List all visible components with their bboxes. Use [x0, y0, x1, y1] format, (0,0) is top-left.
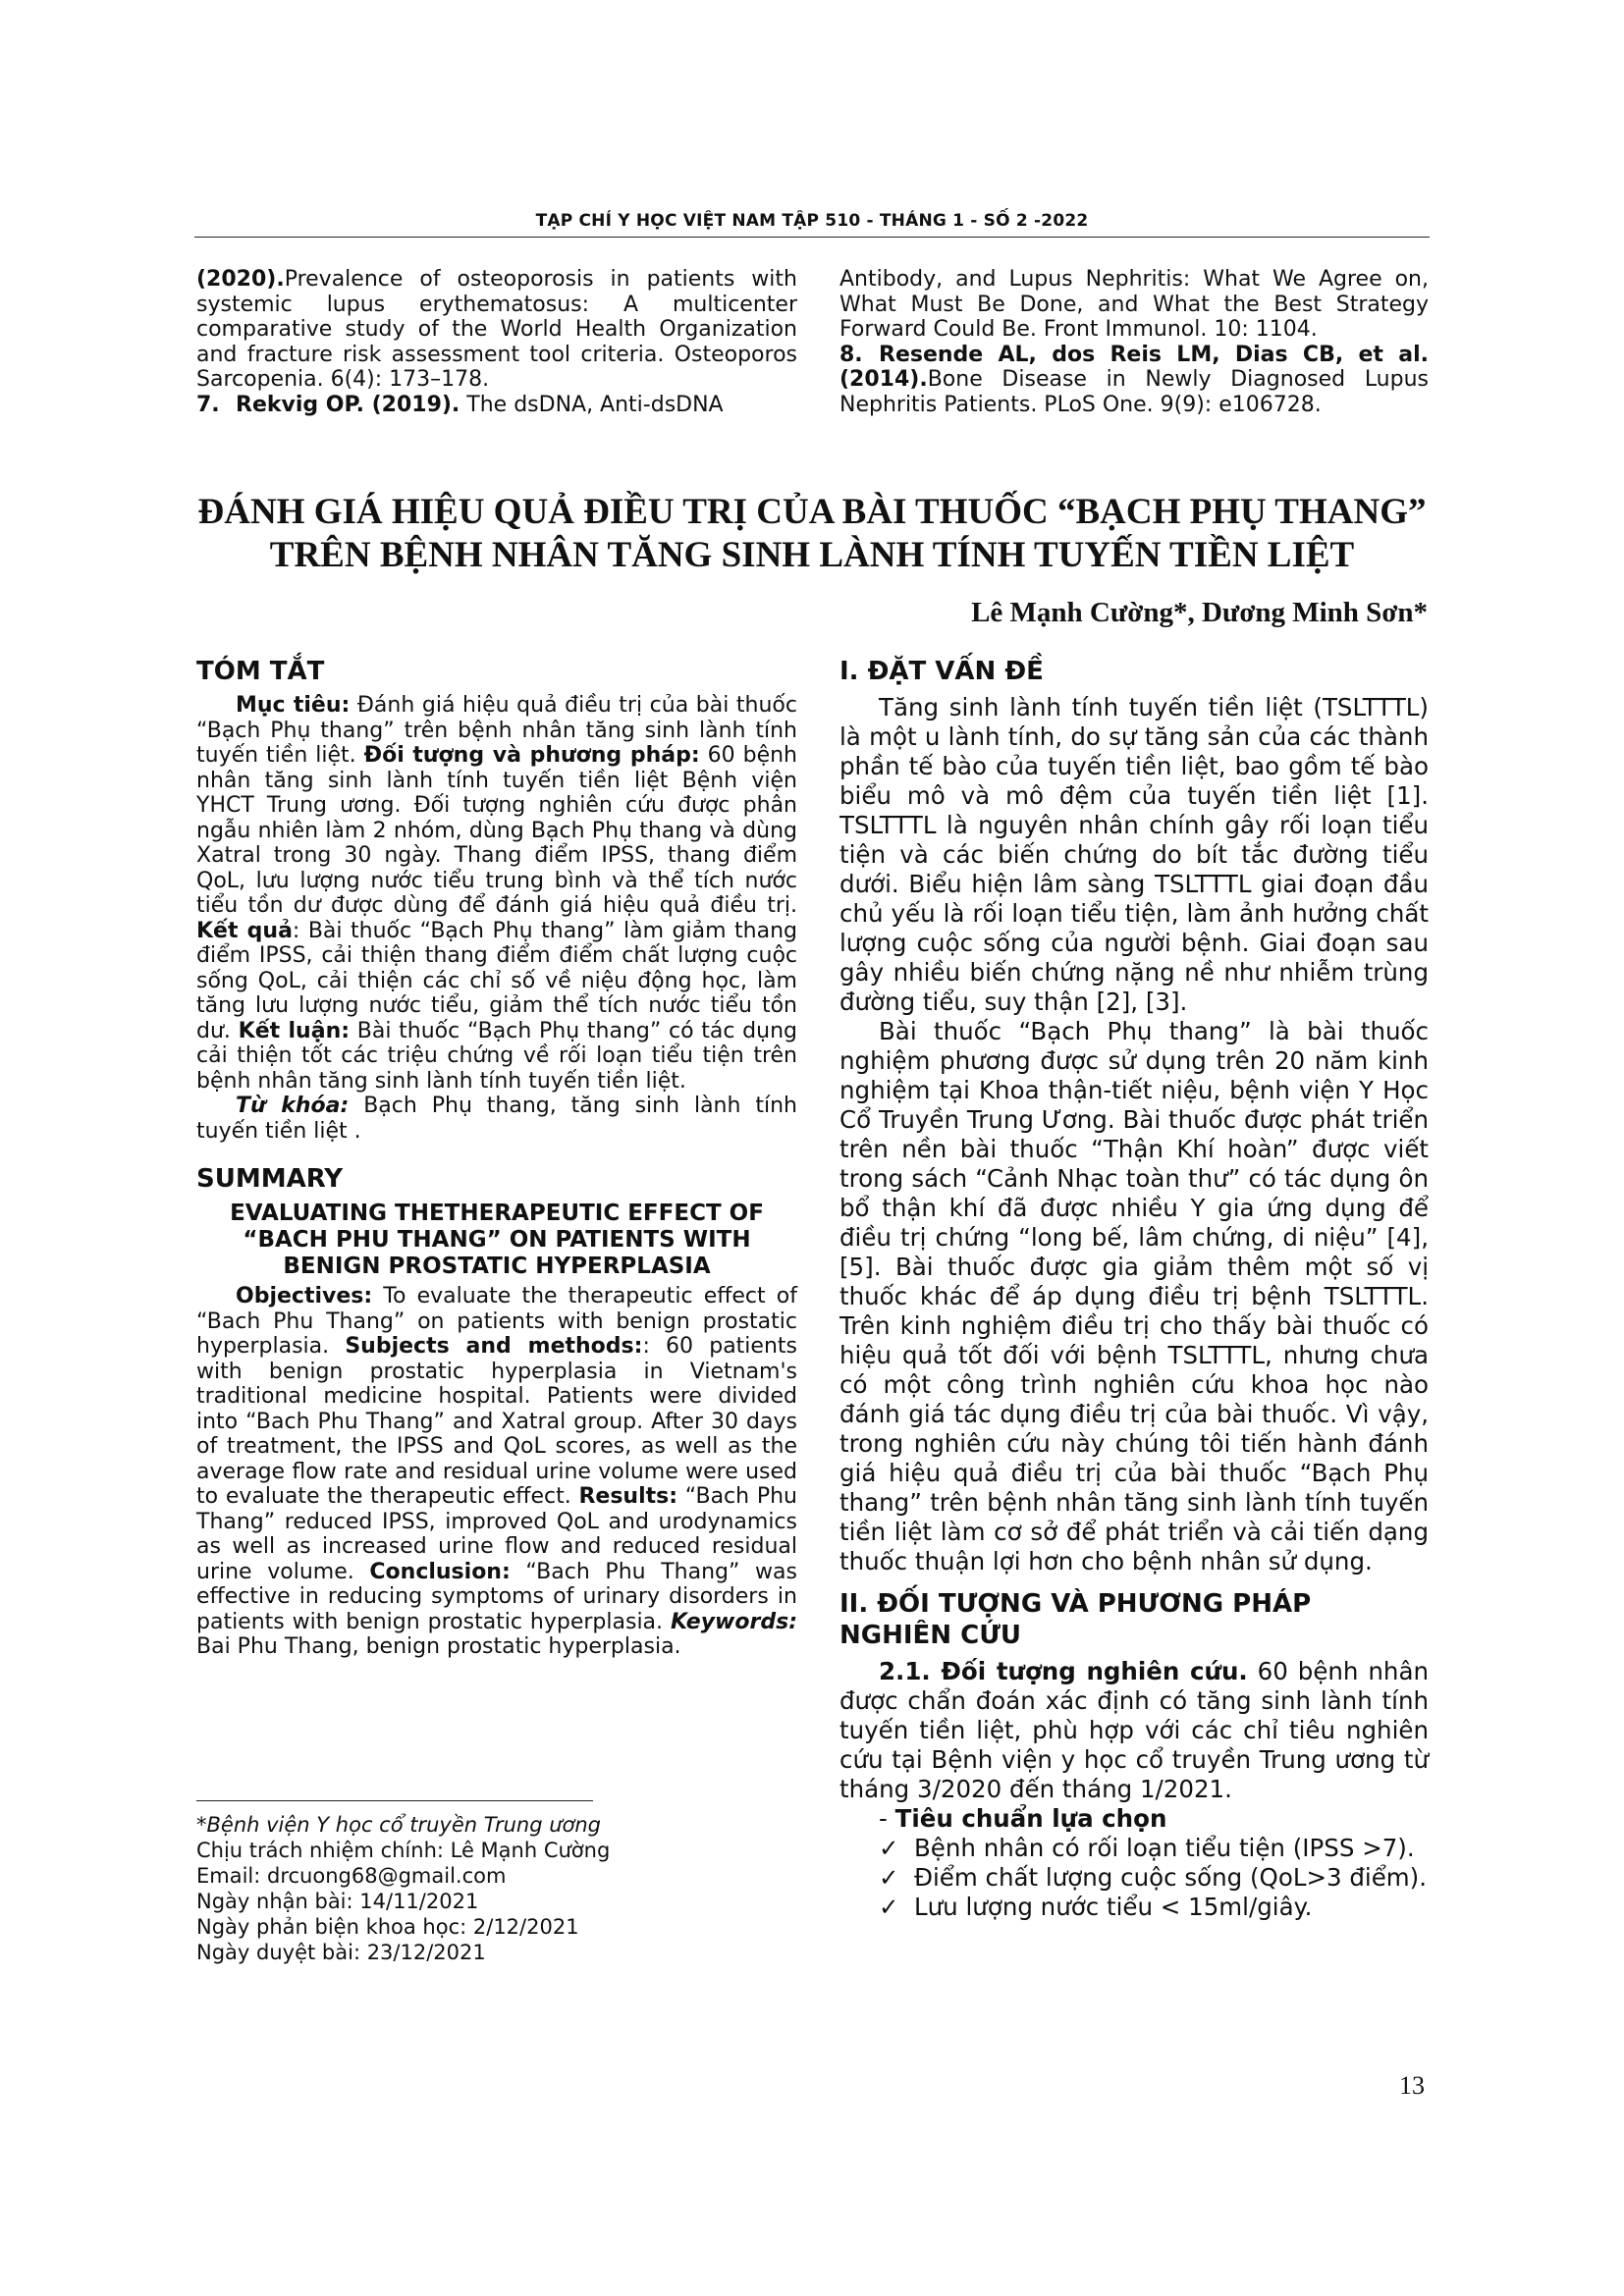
reference-8-author: Resende AL, dos Reis LM, Dias CB, et al. (2014). [839, 342, 1429, 392]
criteria-item [879, 1863, 1429, 1893]
label-keywords: Keywords: [670, 1609, 797, 1634]
criteria-item-text: Bệnh nhân có rối loạn tiểu tiện (IPSS >7). [914, 1834, 1415, 1862]
section-2-heading: II. ĐỐI TƯỢNG VÀ PHƯƠNG PHÁP NGHIÊN CỨU [839, 1589, 1312, 1650]
reference-7 [196, 393, 797, 418]
text-tu-khoa: Bạch Phụ thang, tăng sinh lành tính tuyến tiền liệt . [196, 1094, 797, 1144]
criteria-heading-line [839, 1804, 1429, 1834]
text-ket-luan: Bài thuốc “Bạch Phụ thang” có tác dụng cải thiện tốt các triệu chứng về rối loạn tiểu tiện trên bệnh nhân tăng sinh lành tính tuyến tiền liệt. [196, 1018, 798, 1094]
abstract-vi-keywords [196, 1094, 797, 1144]
subsection-2-1-text: 60 bệnh nhân được chẩn đoán xác định có tăng sinh lành tính tuyến tiền liệt, phù hợp với các chỉ tiêu nghiên cứu tại Bệnh viện y học cổ truyền Trung ương từ tháng 3/2020 đến tháng 1/2021. [839, 1657, 1429, 1803]
criteria-list [839, 1834, 1429, 1922]
text-doi-tuong: 60 bệnh nhân tăng sinh lành tính tuyến tiền liệt Bệnh viện YHCT Trung ương. Đối tượng nghiên cứu được phân ngẫu nhiên làm 2 nhóm, dùng Bạch Phụ thang và dùng Xatral trong 30 ngày. Thang điểm IPSS, thang điểm QoL, lưu lượng nước tiểu trung bình và thể tích nước tiểu tồn dư được dùng để đánh giá hiệu quả điều trị. [196, 743, 797, 918]
footnote-approved: Ngày duyệt bài: 23/12/2021 [196, 1941, 486, 1964]
reference-7-text: The dsDNA, Anti-dsDNA [460, 392, 724, 417]
check-icon: ✓ [879, 1863, 899, 1892]
text-muc-tieu: Đánh giá hiệu quả điều trị của bài thuốc “Bạch Phụ thang” trên bệnh nhân tăng sinh lành tính tuyến tiền liệt. [196, 693, 797, 768]
reference-8 [839, 343, 1429, 418]
footnote-received: Ngày nhận bài: 14/11/2021 [196, 1890, 479, 1913]
reference-7-number: 7. [196, 392, 220, 417]
footnote-responsible: Chịu trách nhiệm chính: Lê Mạnh Cường [196, 1839, 611, 1862]
abstract-column [196, 648, 797, 1660]
subsection-2-1-label: 2.1. Đối tượng nghiên cứu. [879, 1657, 1248, 1685]
label-subjects: Subjects and methods: [345, 1334, 643, 1359]
label-objectives: Objectives: [236, 1284, 373, 1308]
check-icon: ✓ [879, 1893, 899, 1921]
abstract-en-heading: SUMMARY [196, 1164, 344, 1194]
reference-8-number: 8. [839, 342, 863, 367]
running-header: TẠP CHÍ Y HỌC VIỆT NAM TẬP 510 - THÁNG 1 - SỐ 2 -2022 [535, 211, 1089, 231]
abstract-en-body [196, 1284, 797, 1660]
label-conclusion: Conclusion: [369, 1559, 511, 1584]
criteria-item-text: Lưu lượng nước tiểu < 15ml/giây. [914, 1893, 1313, 1921]
abstract-en-title: EVALUATING THETHERAPEUTIC EFFECT OF “BACH PHU THANG” ON PATIENTS WITH BENIGN PROSTATIC HYPERPLASIA [230, 1201, 764, 1279]
footnote-reviewed: Ngày phản biện khoa học: 2/12/2021 [196, 1915, 579, 1939]
text-keywords: Bai Phu Thang, benign prostatic hyperplasia. [196, 1634, 681, 1659]
abstract-vi-heading: TÓM TẮT [196, 657, 325, 686]
label-results: Results: [578, 1484, 678, 1509]
text-ket-qua: : Bài thuốc “Bạch Phụ thang” làm giảm thang điểm IPSS, cải thiện thang điểm điểm chất lượng cuộc sống QoL, cải thiện các chỉ số về niệu động học, làm tăng lưu lượng nước tiểu, giảm thể tích nước tiểu tồn dư. [196, 918, 797, 1043]
footnote-rule [196, 1800, 593, 1801]
label-ket-luan: Kết luận: [238, 1018, 351, 1043]
abstract-vi-body [196, 693, 797, 1094]
references-right [839, 267, 1429, 417]
reference-7-author: Rekvig OP. (2019). [236, 392, 460, 417]
article-title-line-1: ĐÁNH GIÁ HIỆU QUẢ ĐIỀU TRỊ CỦA BÀI THUỐC “BẠCH PHỤ THANG” [197, 492, 1427, 532]
footnotes [196, 1812, 797, 1965]
footnote-email: Email: drcuong68@gmail.com [196, 1864, 507, 1888]
label-muc-tieu: Mục tiêu: [236, 693, 351, 718]
criteria-item-text: Điểm chất lượng cuộc sống (QoL>3 điểm). [914, 1863, 1428, 1892]
label-ket-qua: Kết quả [196, 918, 293, 943]
text-results: “Bach Phu Thang” reduced IPSS, improved QoL and urodynamics as well as increased urine flow and reduced residual urine volume. [196, 1484, 797, 1584]
references-left [196, 267, 797, 417]
text-conclusion: “Bach Phu Thang” was effective in reducing symptoms of urinary disorders in patients with benign prostatic hyperplasia. [196, 1559, 797, 1634]
body-column [839, 648, 1429, 1922]
criteria-item [879, 1893, 1429, 1922]
reference-8-text: Bone Disease in Newly Diagnosed Lupus Nephritis Patients. PLoS One. 9(9): e106728. [839, 367, 1429, 417]
section-1-heading: I. ĐẶT VẤN ĐỀ [839, 657, 1044, 686]
label-doi-tuong: Đối tượng và phương pháp: [363, 743, 700, 768]
reference-6-text: Prevalence of osteoporosis in patients with systemic lupus erythematosus: A multicenter comparative study of the World Health Organization and fracture risk assessment tool criteria. Osteoporos Sarcopenia. 6(4): 173–178. [196, 267, 797, 392]
article-authors: Lê Mạnh Cường*, Dương Minh Sơn* [971, 597, 1428, 628]
header-rule [194, 237, 1430, 238]
criteria-dash: - [879, 1804, 888, 1833]
article-title [157, 491, 1467, 577]
text-subjects: : 60 patients with benign prostatic hyperplasia in Vietnam's traditional medicine hospital. Patients were divided into “Bach Phu Thang” and Xatral group. After 30 days of treatment, the IPSS and QoL scores, as well as the average flow rate and residual urine volume were used to evaluate the therapeutic effect. [196, 1334, 797, 1509]
footnote-hospital: *Bệnh viện Y học cổ truyền Trung ương [196, 1813, 602, 1837]
reference-6-year: (2020). [196, 267, 285, 292]
text-objectives: To evaluate the therapeutic effect of “Bach Phu Thang” on patients with benign prostatic hyperplasia. [196, 1284, 797, 1359]
reference-7-continued: Antibody, and Lupus Nephritis: What We Agree on, What Must Be Done, and What the Best Strategy Forward Could Be. Front Immunol. 10: 1104. [839, 267, 1429, 342]
criteria-heading: Tiêu chuẩn lựa chọn [894, 1804, 1167, 1833]
label-tu-khoa: Từ khóa: [236, 1094, 350, 1118]
page-number: 13 [1399, 2071, 1425, 2100]
article-title-line-2: TRÊN BỆNH NHÂN TĂNG SINH LÀNH TÍNH TUYẾN TIỀN LIỆT [269, 535, 1355, 575]
check-icon: ✓ [879, 1834, 899, 1862]
section-1-paragraph-2: Bài thuốc “Bạch Phụ thang” là bài thuốc nghiệm phương được sử dụng trên 20 năm kinh nghiệm tại Khoa thận-tiết niệu, bệnh viện Y Học Cổ Truyền Trung Ương. Bài thuốc được phát triển trên nền bài thuốc “Thận Khí hoàn” được viết trong sách “Cảnh Nhạc toàn thư” có tác dụng ôn bổ thận khí đã được nhiều Y gia ứng dụng để điều trị chứng “long bế, lâm chứng, di niệu” [4], [5]. Bài thuốc được gia giảm thêm một số vị thuốc khác để áp dụng điều trị bệnh TSLTTTL. Trên kinh nghiệm điều trị cho thấy bài thuốc có hiệu quả tốt đối với bệnh TSLTTTL, nhưng chưa có một công trình nghiên cứu khoa học nào đánh giá tác dụng điều trị của bài thuốc. Vì vậy, trong nghiên cứu này chúng tôi tiến hành đánh giá hiệu quả điều trị của bài thuốc “Bạch Phụ thang” trên bệnh nhân tăng sinh lành tính tuyến tiền liệt làm cơ sở để phát triển và cải tiến dạng thuốc thuận lợi hơn cho bệnh nhân sử dụng. [839, 1017, 1429, 1575]
criteria-item [879, 1834, 1429, 1863]
reference-6-continued [196, 267, 797, 393]
section-2-1-paragraph [839, 1657, 1429, 1804]
section-1-paragraph-1: Tăng sinh lành tính tuyến tiền liệt (TSLTTTL) là một u lành tính, do sự tăng sản của các thành phần tế bào của tuyến tiền liệt, bao gồm tế bào biểu mô và mô đệm của tuyến tiền liệt [1]. TSLTTTL là nguyên nhân chính gây rối loạn tiểu tiện và các biến chứng do bít tắc đường tiểu dưới. Biểu hiện lâm sàng TSLTTTL giai đoạn đầu chủ yếu là rối loạn tiểu tiện, làm ảnh hưởng chất lượng cuộc sống của người bệnh. Giai đoạn sau gây nhiều biến chứng nặng nề như nhiễm trùng đường tiểu, suy thận [2], [3]. [839, 693, 1429, 1016]
